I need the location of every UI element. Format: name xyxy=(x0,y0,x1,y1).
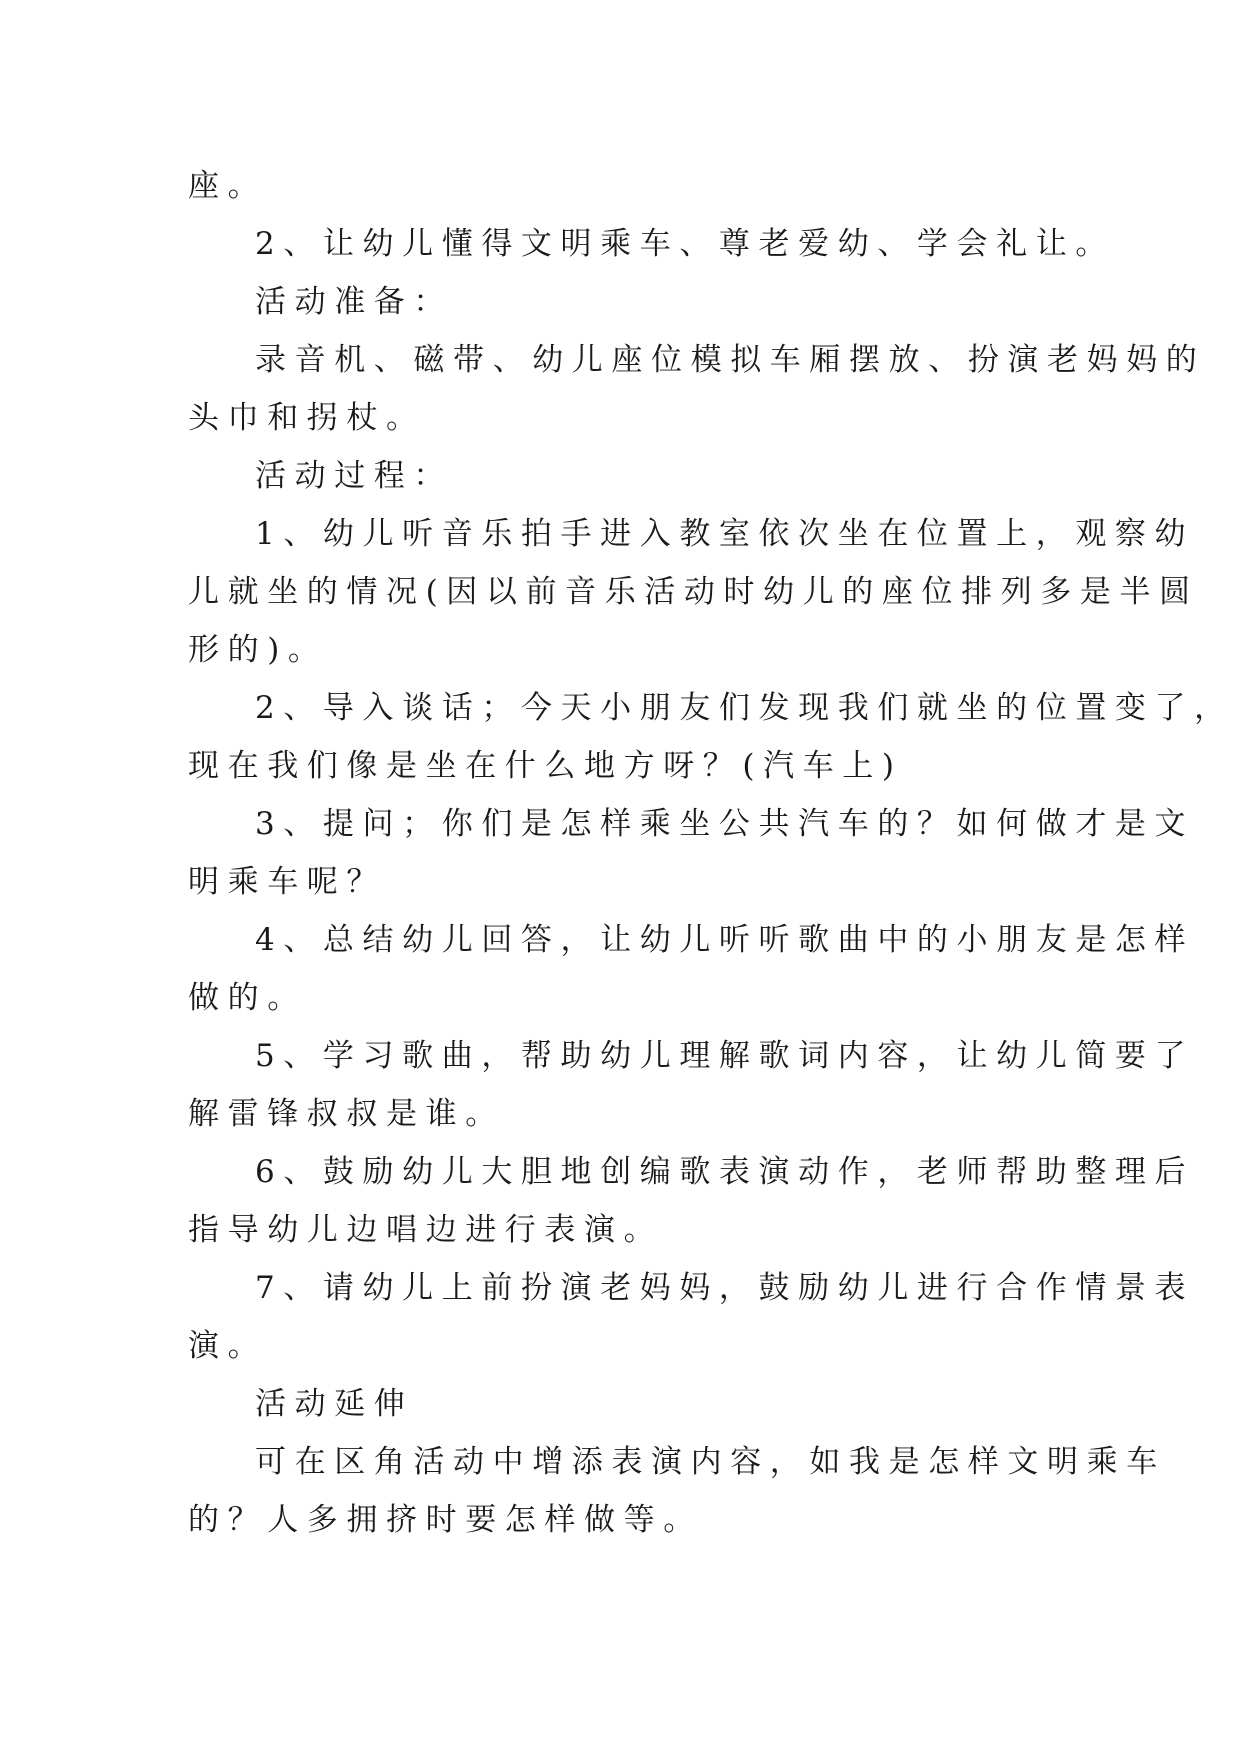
text-line: 录音机、磁带、幼儿座位模拟车厢摆放、扮演老妈妈的 xyxy=(255,342,1206,378)
section-heading-extension: 活动延伸 xyxy=(255,1386,414,1422)
section-heading-process: 活动过程： xyxy=(255,458,453,494)
text-line: 现在我们像是坐在什么地方呀？(汽车上) xyxy=(188,748,903,784)
text-line: 的？人多拥挤时要怎样做等。 xyxy=(188,1502,703,1538)
process-item-2: 2、导入谈话；今天小朋友们发现我们就坐的位置变了， xyxy=(255,690,1234,726)
text-line: 指导幼儿边唱边进行表演。 xyxy=(188,1212,664,1248)
process-item-3: 3、提问；你们是怎样乘坐公共汽车的？如何做才是文 xyxy=(255,806,1195,842)
process-item-6: 6、鼓励幼儿大胆地创编歌表演动作，老师帮助整理后 xyxy=(255,1154,1195,1190)
process-item-5: 5、学习歌曲，帮助幼儿理解歌词内容，让幼儿简要了 xyxy=(255,1038,1195,1074)
goal-item-2: 2、让幼儿懂得文明乘车、尊老爱幼、学会礼让。 xyxy=(255,226,1115,262)
process-item-7: 7、请幼儿上前扮演老妈妈，鼓励幼儿进行合作情景表 xyxy=(255,1270,1195,1306)
text-line: 演。 xyxy=(188,1328,268,1364)
text-line: 头巾和拐杖。 xyxy=(188,400,426,436)
text-line: 明乘车呢？ xyxy=(188,864,386,900)
text-line: 可在区角活动中增添表演内容，如我是怎样文明乘车 xyxy=(255,1444,1166,1480)
process-item-4: 4、总结幼儿回答，让幼儿听听歌曲中的小朋友是怎样 xyxy=(255,922,1195,958)
text-line: 座。 xyxy=(188,168,268,204)
text-line: 做的。 xyxy=(188,980,307,1016)
text-line: 解雷锋叔叔是谁。 xyxy=(188,1096,505,1132)
text-line: 儿就坐的情况(因以前音乐活动时幼儿的座位排列多是半圆 xyxy=(188,574,1199,610)
section-heading-preparation: 活动准备： xyxy=(255,284,453,320)
text-line: 形的)。 xyxy=(188,632,328,668)
process-item-1: 1、幼儿听音乐拍手进入教室依次坐在位置上，观察幼 xyxy=(255,516,1195,552)
